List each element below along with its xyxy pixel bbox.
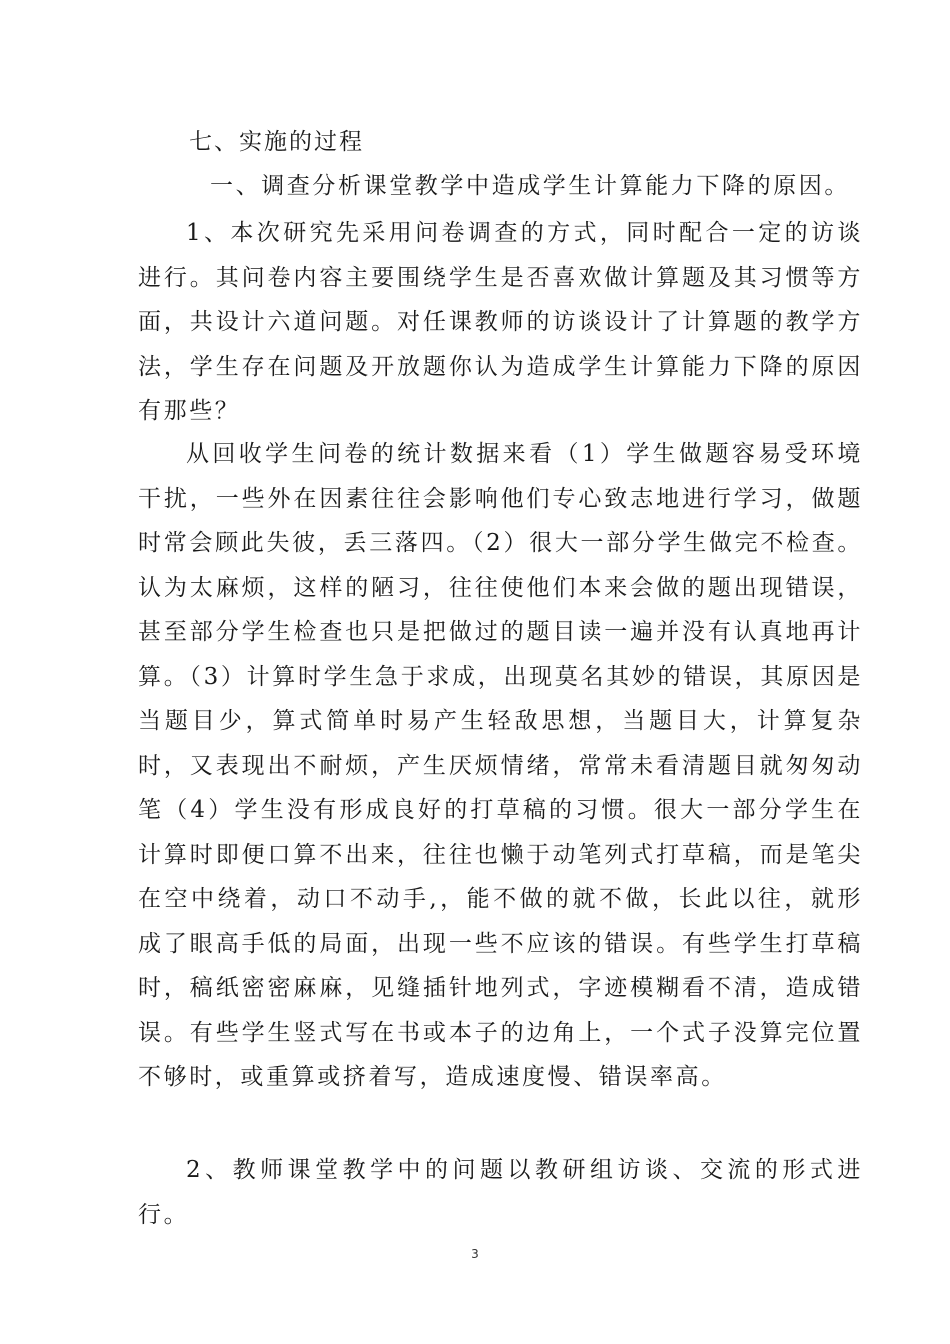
section-heading: 七、实施的过程 xyxy=(189,129,364,155)
paragraph-survey-method: 1、本次研究先采用问卷调查的方式，同时配合一定的访谈进行。其问卷内容主要围绕学生是否喜欢做计算题及其习惯等方面，共设计六道问题。对任课教师的访谈设计了计算题的教学方法，学生存在问题及开放题你认为造成学生计算能力下降的原因有那些？ xyxy=(138,220,863,424)
paragraph-teacher-issues: 2、教师课堂教学中的问题以教研组访谈、交流的形式进行。 xyxy=(138,1157,863,1228)
page-number: 3 xyxy=(471,1247,479,1261)
paragraph-survey-results: 从回收学生问卷的统计数据来看（1）学生做题容易受环境干扰，一些外在因素往往会影响他们专心致志地进行学习，做题时常会顾此失彼，丢三落四。（2）很大一部分学生做完不检查。认为太麻烦，这样的陋习，往往使他们本来会做的题出现错误，甚至部分学生检查也只是把做过的题目读一遍并没有认真地再计算。（3）计算时学生急于求成，出现莫名其妙的错误，其原因是当题目少，算式简单时易产生轻敌思想，当题目大，计算复杂时，又表现出不耐烦，产生厌烦情绪，常常未看清题目就匆匆动笔（4）学生没有形成良好的打草稿的习惯。很大一部分学生在计算时即便口算不出来，往往也懒于动笔列式打草稿，而是笔尖在空中绕着，动口不动手,，能不做的就不做，长此以往，就形成了眼高手低的局面，出现一些不应该的错误。有些学生打草稿时，稿纸密密麻麻，见缝插针地列式，字迹模糊看不清，造成错误。有些学生竖式写在书或本子的边角上，一个式子没算完位置不够时，或重算或挤着写，造成速度慢、错误率高。 xyxy=(138,441,863,1090)
subsection-heading: 一、调查分析课堂教学中造成学生计算能力下降的原因。 xyxy=(210,173,850,199)
